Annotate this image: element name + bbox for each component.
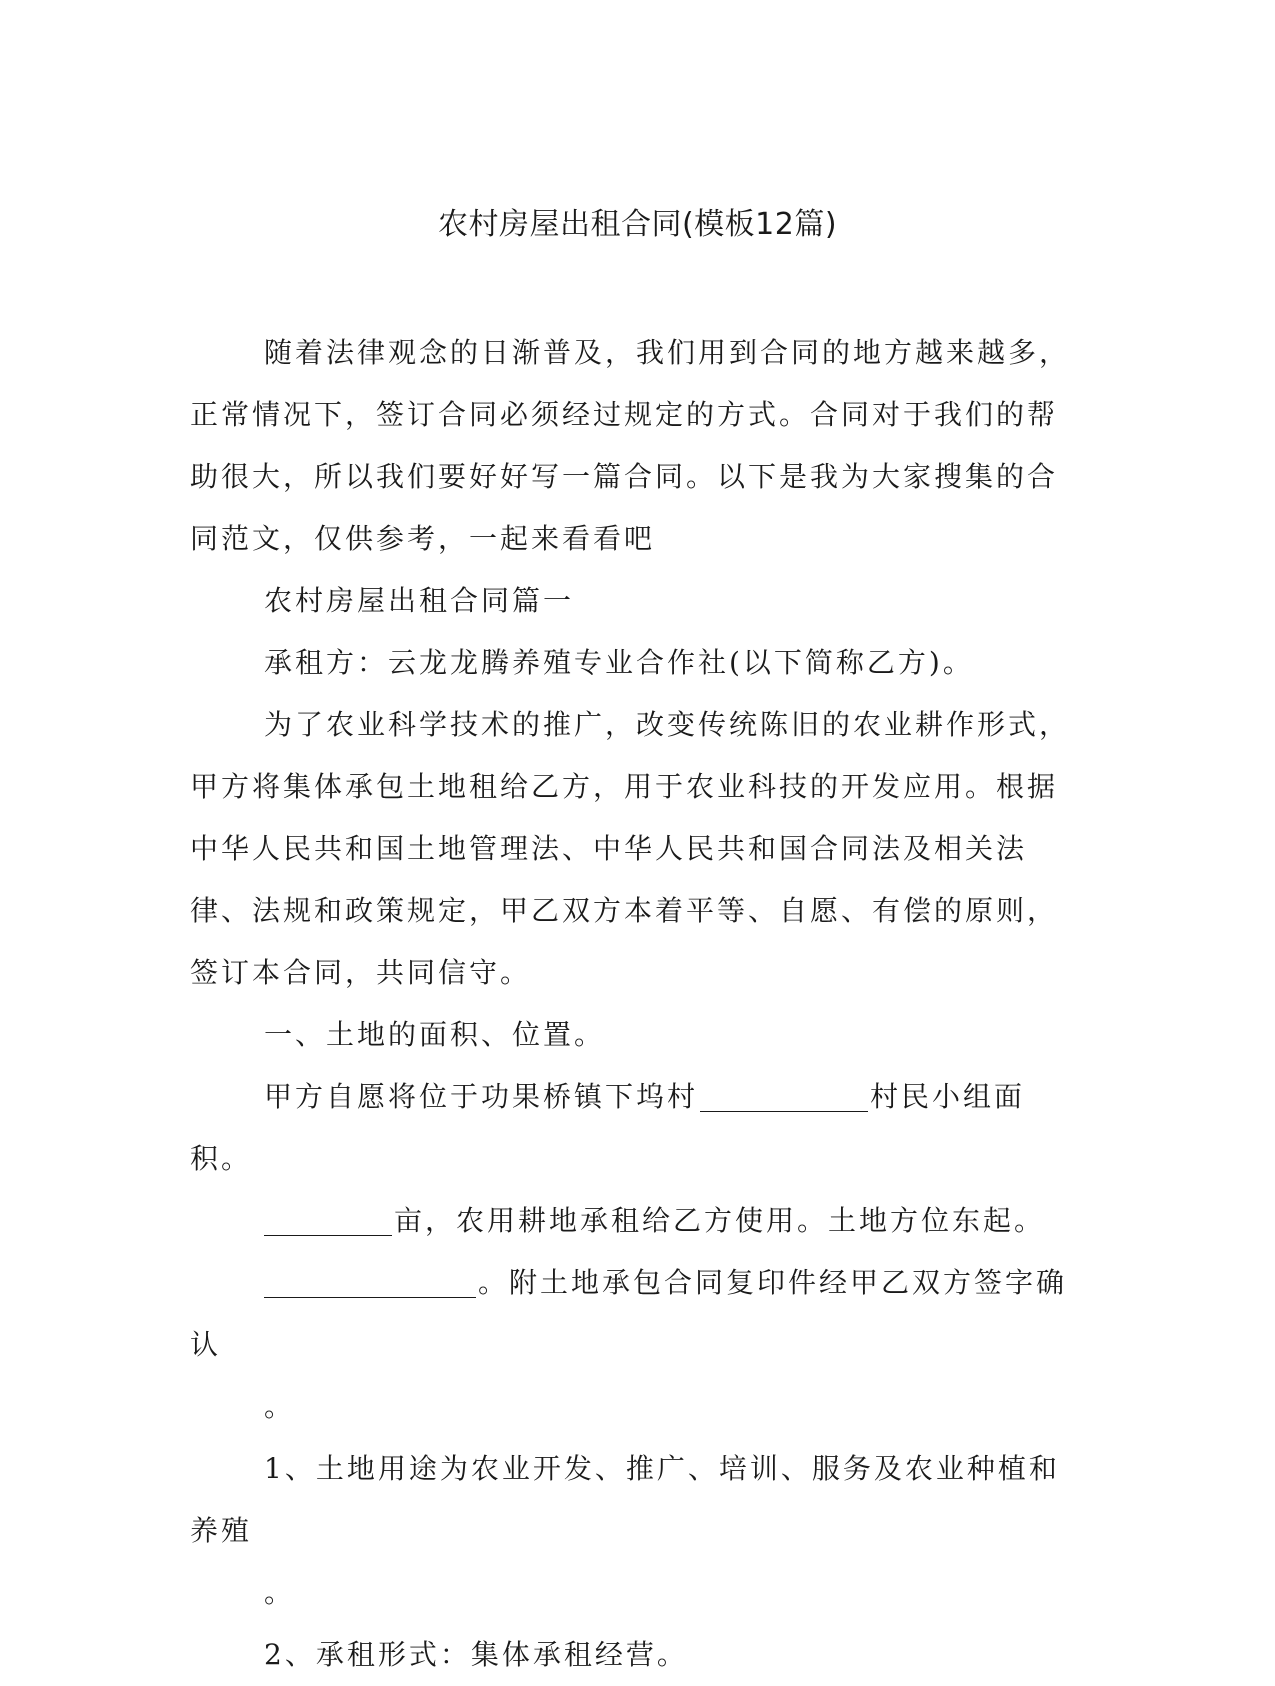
area-blank[interactable]: [264, 1205, 392, 1236]
village-group-blank[interactable]: [700, 1081, 868, 1112]
preamble-paragraph: 为了农业科学技术的推广，改变传统陈旧的农业耕作形式，甲方将集体承包土地租给乙方，用于农业科技的开发应用。根据中华人民共和国土地管理法、中华人民共和国合同法及相关法律、法规和政策规定，甲乙双方本着平等、自愿、有偿的原则，签订本合同，共同信守。: [190, 708, 1071, 989]
land-line-3-text: 。附土地承包合同复印件经甲乙双方签字确认: [190, 1266, 1068, 1361]
item-1-text: 1、土地用途为农业开发、推广、培训、服务及农业种植和养殖: [190, 1452, 1060, 1547]
land-line-1-suffix: 村民小组面积。: [190, 1080, 1026, 1175]
land-line-2: [190, 1190, 1070, 1252]
document-body: [190, 322, 1070, 1686]
intro-paragraph: 随着法律观念的日渐普及，我们用到合同的地方越来越多，正常情况下，签订合同必须经过规定的方式。合同对于我们的帮助很大，所以我们要好好写一篇合同。以下是我为大家搜集的合同范文，仅供参考，一起来看看吧: [190, 336, 1071, 555]
lessee-line: 承租方：云龙龙腾养殖专业合作社(以下简称乙方)。: [264, 646, 974, 679]
clause-1-heading: 一、土地的面积、位置。: [264, 1018, 606, 1051]
document-title: 农村房屋出租合同(模板12篇): [437, 207, 838, 242]
item-1: [190, 1438, 1070, 1624]
land-line-3-trail: 。: [264, 1390, 296, 1423]
land-line-1: [190, 1066, 1070, 1190]
boundary-blank[interactable]: [264, 1267, 476, 1298]
land-line-1-text: 甲方自愿将位于功果桥镇下坞村: [264, 1080, 699, 1113]
land-line-2-text: 亩，农用耕地承租给乙方使用。土地方位东起。: [394, 1204, 1046, 1237]
land-line-3: [190, 1252, 1070, 1438]
section-heading: 农村房屋出租合同篇一: [264, 584, 575, 617]
item-1-trail: 。: [264, 1576, 296, 1609]
item-2: 2、承租形式：集体承租经营。: [264, 1638, 688, 1671]
